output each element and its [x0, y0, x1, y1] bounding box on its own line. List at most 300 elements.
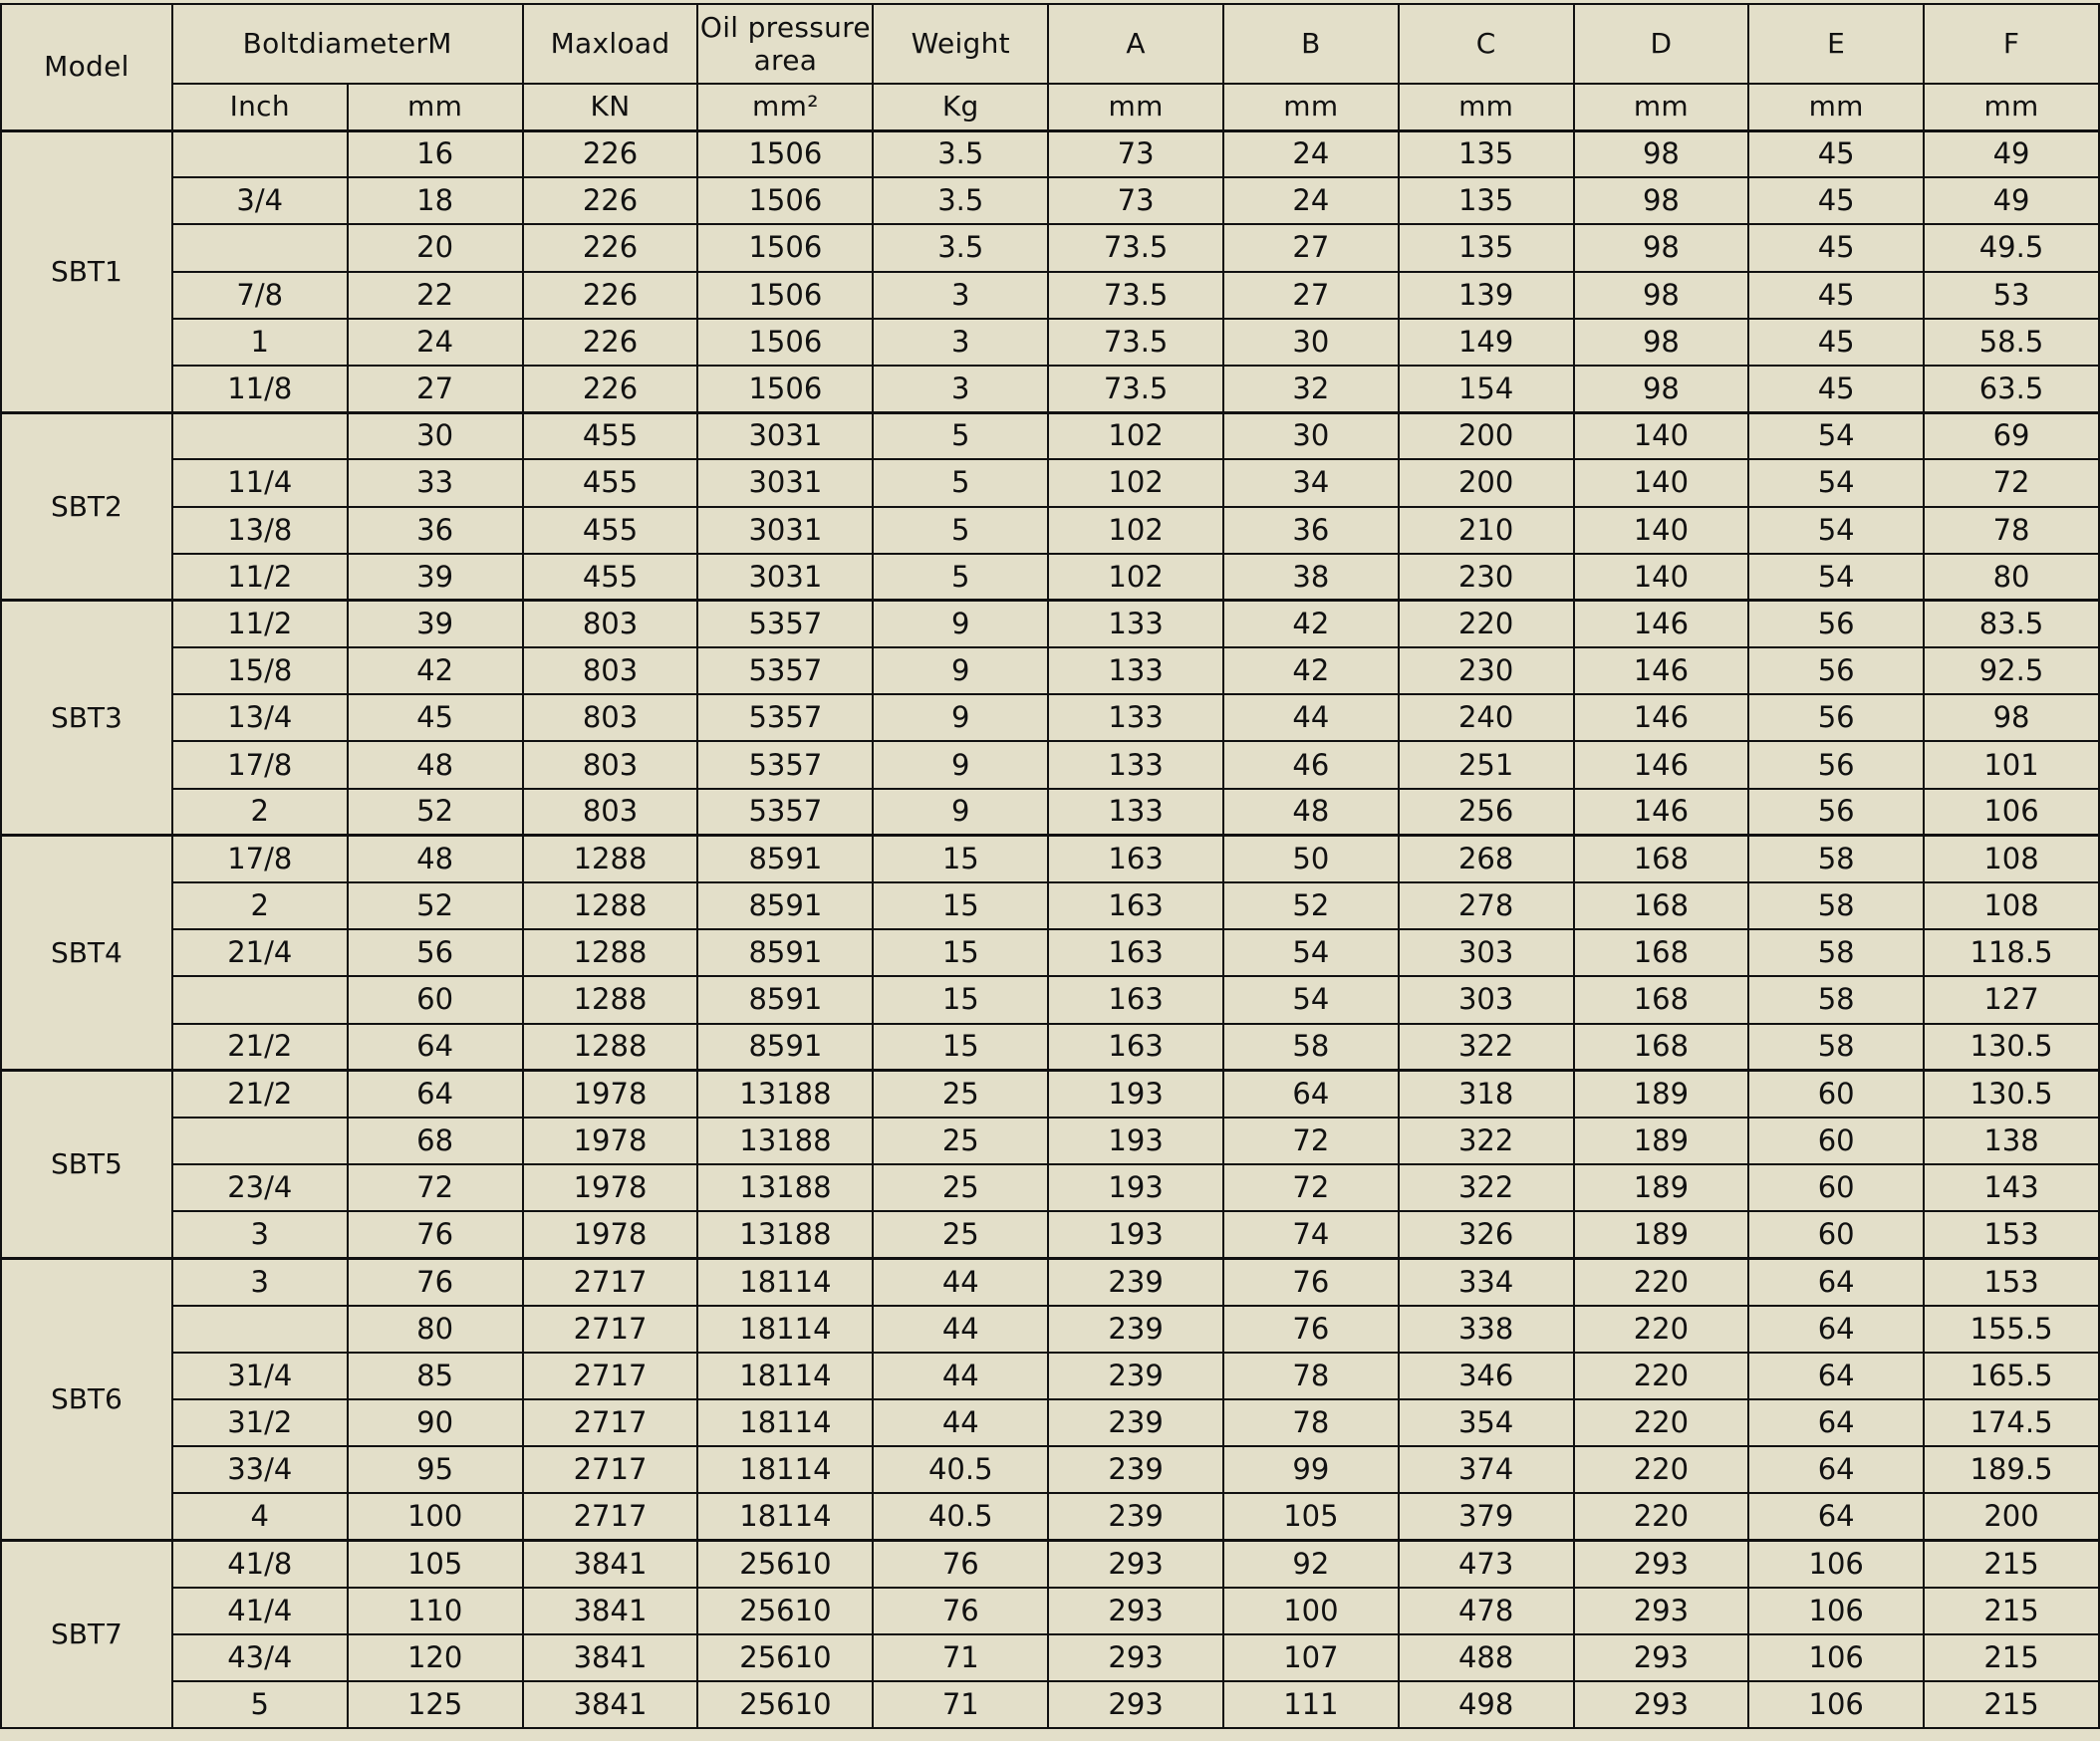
unit-b-mm: mm: [1223, 84, 1399, 130]
cell-inch: 31/2: [172, 1399, 348, 1446]
cell-d: 98: [1574, 224, 1749, 271]
cell-oil-area: 18114: [697, 1306, 873, 1353]
cell-maxload: 3841: [523, 1541, 698, 1588]
cell-maxload: 226: [523, 130, 698, 177]
cell-a: 239: [1048, 1493, 1223, 1540]
cell-mm: 20: [348, 224, 523, 271]
cell-f: 83.5: [1924, 601, 2099, 647]
cell-weight: 9: [873, 741, 1048, 788]
cell-d: 146: [1574, 741, 1749, 788]
cell-e: 45: [1748, 272, 1924, 319]
cell-f: 63.5: [1924, 366, 2099, 412]
cell-a: 102: [1048, 412, 1223, 459]
cell-weight: 3: [873, 366, 1048, 412]
table-row: [1, 929, 2099, 976]
cell-f: 130.5: [1924, 1024, 2099, 1071]
table-row: [1, 1118, 2099, 1164]
cell-oil-area: 8591: [697, 976, 873, 1023]
cell-f: 108: [1924, 882, 2099, 929]
cell-f: 118.5: [1924, 929, 2099, 976]
cell-c: 135: [1399, 130, 1574, 177]
cell-mm: 76: [348, 1211, 523, 1258]
cell-f: 69: [1924, 412, 2099, 459]
cell-oil-area: 13188: [697, 1164, 873, 1211]
cell-weight: 15: [873, 1024, 1048, 1071]
cell-inch: 11/8: [172, 366, 348, 412]
cell-weight: 15: [873, 882, 1048, 929]
cell-a: 293: [1048, 1588, 1223, 1634]
cell-mm: 39: [348, 601, 523, 647]
cell-c: 478: [1399, 1588, 1574, 1634]
cell-d: 140: [1574, 459, 1749, 506]
cell-f: 108: [1924, 836, 2099, 882]
cell-c: 498: [1399, 1681, 1574, 1728]
cell-mm: 60: [348, 976, 523, 1023]
cell-b: 50: [1223, 836, 1399, 882]
cell-a: 133: [1048, 741, 1223, 788]
cell-a: 133: [1048, 789, 1223, 836]
table-row: [1, 1353, 2099, 1399]
cell-maxload: 3841: [523, 1634, 698, 1681]
cell-a: 239: [1048, 1399, 1223, 1446]
model-cell: SBT6: [1, 1259, 172, 1541]
cell-maxload: 226: [523, 319, 698, 366]
cell-c: 256: [1399, 789, 1574, 836]
cell-a: 102: [1048, 459, 1223, 506]
cell-weight: 15: [873, 929, 1048, 976]
cell-maxload: 1978: [523, 1118, 698, 1164]
cell-oil-area: 5357: [697, 741, 873, 788]
cell-mm: 48: [348, 836, 523, 882]
cell-d: 168: [1574, 836, 1749, 882]
cell-oil-area: 18114: [697, 1446, 873, 1493]
cell-c: 322: [1399, 1118, 1574, 1164]
cell-a: 133: [1048, 694, 1223, 741]
header-c: C: [1399, 4, 1574, 84]
cell-d: 146: [1574, 694, 1749, 741]
cell-weight: 9: [873, 601, 1048, 647]
cell-f: 189.5: [1924, 1446, 2099, 1493]
model-cell: SBT2: [1, 412, 172, 601]
cell-oil-area: 5357: [697, 789, 873, 836]
cell-weight: 15: [873, 976, 1048, 1023]
cell-oil-area: 5357: [697, 601, 873, 647]
cell-f: 49.5: [1924, 224, 2099, 271]
cell-b: 92: [1223, 1541, 1399, 1588]
cell-inch: 43/4: [172, 1634, 348, 1681]
cell-b: 27: [1223, 224, 1399, 271]
cell-b: 72: [1223, 1118, 1399, 1164]
table-row: [1, 177, 2099, 224]
cell-e: 64: [1748, 1259, 1924, 1306]
cell-a: 163: [1048, 836, 1223, 882]
cell-maxload: 455: [523, 412, 698, 459]
cell-a: 193: [1048, 1071, 1223, 1118]
cell-mm: 120: [348, 1634, 523, 1681]
cell-f: 153: [1924, 1259, 2099, 1306]
cell-f: 143: [1924, 1164, 2099, 1211]
cell-maxload: 226: [523, 272, 698, 319]
cell-inch: 31/4: [172, 1353, 348, 1399]
cell-c: 379: [1399, 1493, 1574, 1540]
cell-weight: 25: [873, 1211, 1048, 1258]
cell-d: 293: [1574, 1588, 1749, 1634]
cell-b: 36: [1223, 507, 1399, 554]
cell-inch: 41/8: [172, 1541, 348, 1588]
cell-mm: 72: [348, 1164, 523, 1211]
cell-c: 322: [1399, 1164, 1574, 1211]
cell-a: 293: [1048, 1634, 1223, 1681]
cell-oil-area: 1506: [697, 366, 873, 412]
cell-mm: 125: [348, 1681, 523, 1728]
cell-oil-area: 8591: [697, 882, 873, 929]
cell-mm: 24: [348, 319, 523, 366]
cell-oil-area: 13188: [697, 1071, 873, 1118]
unit-inch: Inch: [172, 84, 348, 130]
unit-maxload-kn: KN: [523, 84, 698, 130]
cell-e: 58: [1748, 976, 1924, 1023]
cell-maxload: 2717: [523, 1259, 698, 1306]
cell-b: 72: [1223, 1164, 1399, 1211]
cell-b: 78: [1223, 1399, 1399, 1446]
cell-c: 220: [1399, 601, 1574, 647]
cell-inch: 23/4: [172, 1164, 348, 1211]
cell-inch: 4: [172, 1493, 348, 1540]
cell-b: 74: [1223, 1211, 1399, 1258]
cell-e: 45: [1748, 130, 1924, 177]
cell-e: 58: [1748, 929, 1924, 976]
cell-e: 64: [1748, 1306, 1924, 1353]
cell-inch: 7/8: [172, 272, 348, 319]
cell-e: 45: [1748, 366, 1924, 412]
table-header: [1, 4, 2099, 130]
model-cell: SBT4: [1, 836, 172, 1071]
cell-oil-area: 25610: [697, 1588, 873, 1634]
unit-e-mm: mm: [1748, 84, 1924, 130]
cell-maxload: 803: [523, 647, 698, 694]
cell-oil-area: 1506: [697, 130, 873, 177]
cell-e: 60: [1748, 1118, 1924, 1164]
cell-weight: 44: [873, 1353, 1048, 1399]
unit-f-mm: mm: [1924, 84, 2099, 130]
cell-a: 73.5: [1048, 224, 1223, 271]
cell-c: 149: [1399, 319, 1574, 366]
cell-d: 293: [1574, 1541, 1749, 1588]
cell-weight: 76: [873, 1588, 1048, 1634]
cell-oil-area: 13188: [697, 1118, 873, 1164]
cell-e: 54: [1748, 459, 1924, 506]
table-row: [1, 1399, 2099, 1446]
header-b: B: [1223, 4, 1399, 84]
cell-c: 200: [1399, 459, 1574, 506]
cell-e: 106: [1748, 1634, 1924, 1681]
cell-inch: [172, 412, 348, 459]
cell-b: 48: [1223, 789, 1399, 836]
cell-a: 239: [1048, 1446, 1223, 1493]
cell-e: 56: [1748, 741, 1924, 788]
cell-inch: 11/4: [172, 459, 348, 506]
cell-oil-area: 18114: [697, 1259, 873, 1306]
cell-inch: 3: [172, 1259, 348, 1306]
cell-weight: 9: [873, 694, 1048, 741]
cell-maxload: 803: [523, 601, 698, 647]
unit-bolt-mm: mm: [348, 84, 523, 130]
cell-maxload: 2717: [523, 1399, 698, 1446]
cell-d: 168: [1574, 882, 1749, 929]
cell-c: 240: [1399, 694, 1574, 741]
cell-d: 189: [1574, 1164, 1749, 1211]
cell-f: 72: [1924, 459, 2099, 506]
cell-inch: 21/2: [172, 1024, 348, 1071]
cell-d: 140: [1574, 554, 1749, 601]
table-row: [1, 1681, 2099, 1728]
cell-b: 32: [1223, 366, 1399, 412]
cell-b: 76: [1223, 1259, 1399, 1306]
cell-mm: 64: [348, 1071, 523, 1118]
cell-f: 92.5: [1924, 647, 2099, 694]
cell-mm: 52: [348, 882, 523, 929]
cell-d: 146: [1574, 647, 1749, 694]
cell-f: 80: [1924, 554, 2099, 601]
cell-e: 54: [1748, 412, 1924, 459]
table-row: [1, 694, 2099, 741]
cell-weight: 25: [873, 1071, 1048, 1118]
cell-maxload: 803: [523, 694, 698, 741]
cell-mm: 45: [348, 694, 523, 741]
cell-a: 193: [1048, 1118, 1223, 1164]
table-row: [1, 366, 2099, 412]
cell-c: 230: [1399, 554, 1574, 601]
cell-c: 473: [1399, 1541, 1574, 1588]
header-bolt-diameter: BoltdiameterM: [172, 4, 523, 84]
cell-oil-area: 18114: [697, 1399, 873, 1446]
cell-a: 102: [1048, 554, 1223, 601]
cell-b: 105: [1223, 1493, 1399, 1540]
cell-maxload: 1288: [523, 976, 698, 1023]
cell-maxload: 1288: [523, 929, 698, 976]
cell-oil-area: 1506: [697, 319, 873, 366]
cell-e: 64: [1748, 1493, 1924, 1540]
table-row: [1, 1306, 2099, 1353]
cell-e: 45: [1748, 224, 1924, 271]
cell-oil-area: 3031: [697, 507, 873, 554]
cell-b: 34: [1223, 459, 1399, 506]
unit-oil-area-mm2: mm²: [697, 84, 873, 130]
cell-mm: 95: [348, 1446, 523, 1493]
cell-f: 127: [1924, 976, 2099, 1023]
header-model: Model: [1, 4, 172, 130]
cell-a: 73.5: [1048, 319, 1223, 366]
cell-e: 56: [1748, 601, 1924, 647]
cell-b: 24: [1223, 177, 1399, 224]
cell-mm: 90: [348, 1399, 523, 1446]
cell-weight: 5: [873, 554, 1048, 601]
cell-f: 78: [1924, 507, 2099, 554]
cell-inch: [172, 224, 348, 271]
cell-d: 98: [1574, 319, 1749, 366]
cell-b: 46: [1223, 741, 1399, 788]
cell-f: 200: [1924, 1493, 2099, 1540]
cell-maxload: 226: [523, 177, 698, 224]
cell-e: 64: [1748, 1353, 1924, 1399]
cell-inch: 15/8: [172, 647, 348, 694]
cell-d: 98: [1574, 272, 1749, 319]
cell-e: 60: [1748, 1211, 1924, 1258]
cell-mm: 18: [348, 177, 523, 224]
cell-mm: 100: [348, 1493, 523, 1540]
cell-maxload: 3841: [523, 1588, 698, 1634]
unit-c-mm: mm: [1399, 84, 1574, 130]
cell-oil-area: 13188: [697, 1211, 873, 1258]
cell-mm: 33: [348, 459, 523, 506]
cell-a: 102: [1048, 507, 1223, 554]
cell-mm: 85: [348, 1353, 523, 1399]
cell-c: 354: [1399, 1399, 1574, 1446]
cell-mm: 48: [348, 741, 523, 788]
cell-weight: 40.5: [873, 1493, 1048, 1540]
cell-c: 268: [1399, 836, 1574, 882]
table-row: [1, 1024, 2099, 1071]
cell-maxload: 226: [523, 224, 698, 271]
cell-oil-area: 1506: [697, 272, 873, 319]
cell-b: 42: [1223, 601, 1399, 647]
model-cell: SBT7: [1, 1541, 172, 1729]
cell-e: 106: [1748, 1681, 1924, 1728]
header-f: F: [1924, 4, 2099, 84]
cell-c: 251: [1399, 741, 1574, 788]
cell-oil-area: 25610: [697, 1634, 873, 1681]
cell-inch: 21/2: [172, 1071, 348, 1118]
cell-e: 56: [1748, 647, 1924, 694]
cell-b: 27: [1223, 272, 1399, 319]
cell-e: 60: [1748, 1164, 1924, 1211]
cell-mm: 42: [348, 647, 523, 694]
cell-d: 168: [1574, 1024, 1749, 1071]
cell-inch: 33/4: [172, 1446, 348, 1493]
cell-e: 60: [1748, 1071, 1924, 1118]
cell-a: 293: [1048, 1681, 1223, 1728]
table-row: [1, 272, 2099, 319]
cell-oil-area: 25610: [697, 1541, 873, 1588]
cell-e: 54: [1748, 507, 1924, 554]
cell-inch: 13/4: [172, 694, 348, 741]
cell-weight: 3.5: [873, 177, 1048, 224]
cell-maxload: 455: [523, 554, 698, 601]
cell-oil-area: 1506: [697, 224, 873, 271]
header-d: D: [1574, 4, 1749, 84]
cell-d: 146: [1574, 789, 1749, 836]
cell-a: 163: [1048, 882, 1223, 929]
cell-e: 45: [1748, 177, 1924, 224]
cell-f: 215: [1924, 1681, 2099, 1728]
cell-mm: 68: [348, 1118, 523, 1164]
cell-mm: 64: [348, 1024, 523, 1071]
cell-f: 58.5: [1924, 319, 2099, 366]
cell-f: 215: [1924, 1588, 2099, 1634]
cell-mm: 56: [348, 929, 523, 976]
cell-d: 140: [1574, 507, 1749, 554]
cell-d: 220: [1574, 1353, 1749, 1399]
cell-b: 24: [1223, 130, 1399, 177]
cell-mm: 22: [348, 272, 523, 319]
cell-e: 106: [1748, 1541, 1924, 1588]
model-cell: SBT1: [1, 130, 172, 412]
header-weight: Weight: [873, 4, 1048, 84]
cell-b: 38: [1223, 554, 1399, 601]
cell-f: 49: [1924, 177, 2099, 224]
cell-c: 200: [1399, 412, 1574, 459]
cell-f: 101: [1924, 741, 2099, 788]
header-row-titles: [1, 4, 2099, 84]
cell-c: 346: [1399, 1353, 1574, 1399]
cell-a: 133: [1048, 601, 1223, 647]
cell-d: 146: [1574, 601, 1749, 647]
table-row: [1, 1259, 2099, 1306]
cell-e: 54: [1748, 554, 1924, 601]
cell-f: 130.5: [1924, 1071, 2099, 1118]
cell-b: 52: [1223, 882, 1399, 929]
cell-maxload: 1288: [523, 1024, 698, 1071]
cell-e: 106: [1748, 1588, 1924, 1634]
cell-c: 303: [1399, 929, 1574, 976]
cell-maxload: 455: [523, 507, 698, 554]
cell-a: 73.5: [1048, 366, 1223, 412]
header-a: A: [1048, 4, 1223, 84]
cell-oil-area: 18114: [697, 1353, 873, 1399]
cell-f: 215: [1924, 1541, 2099, 1588]
cell-a: 193: [1048, 1164, 1223, 1211]
table-row: [1, 976, 2099, 1023]
cell-c: 338: [1399, 1306, 1574, 1353]
unit-a-mm: mm: [1048, 84, 1223, 130]
cell-d: 168: [1574, 976, 1749, 1023]
cell-d: 293: [1574, 1634, 1749, 1681]
cell-weight: 76: [873, 1541, 1048, 1588]
cell-weight: 25: [873, 1164, 1048, 1211]
cell-inch: 11/2: [172, 554, 348, 601]
cell-weight: 44: [873, 1259, 1048, 1306]
cell-mm: 105: [348, 1541, 523, 1588]
cell-d: 293: [1574, 1681, 1749, 1728]
table-row: [1, 741, 2099, 788]
cell-weight: 3.5: [873, 224, 1048, 271]
cell-mm: 16: [348, 130, 523, 177]
cell-d: 220: [1574, 1306, 1749, 1353]
cell-weight: 5: [873, 459, 1048, 506]
cell-f: 49: [1924, 130, 2099, 177]
header-row-units: [1, 84, 2099, 130]
cell-inch: 21/4: [172, 929, 348, 976]
cell-b: 100: [1223, 1588, 1399, 1634]
cell-mm: 52: [348, 789, 523, 836]
cell-oil-area: 3031: [697, 412, 873, 459]
cell-d: 220: [1574, 1399, 1749, 1446]
cell-a: 239: [1048, 1353, 1223, 1399]
cell-maxload: 2717: [523, 1446, 698, 1493]
cell-d: 168: [1574, 929, 1749, 976]
cell-inch: 17/8: [172, 836, 348, 882]
cell-a: 73: [1048, 177, 1223, 224]
cell-maxload: 1978: [523, 1164, 698, 1211]
cell-f: 98: [1924, 694, 2099, 741]
header-maxload: Maxload: [523, 4, 698, 84]
cell-maxload: 1978: [523, 1211, 698, 1258]
cell-weight: 3: [873, 272, 1048, 319]
cell-c: 322: [1399, 1024, 1574, 1071]
cell-b: 64: [1223, 1071, 1399, 1118]
cell-a: 239: [1048, 1259, 1223, 1306]
cell-maxload: 3841: [523, 1681, 698, 1728]
